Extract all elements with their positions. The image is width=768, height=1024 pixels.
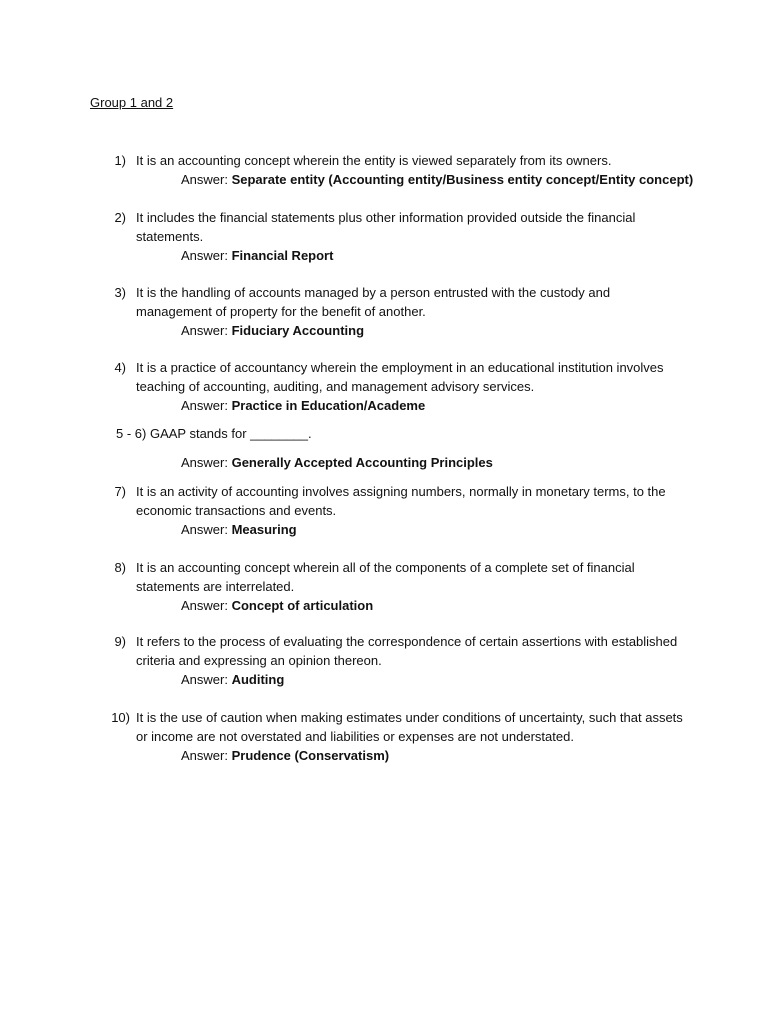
question-item	[0, 558, 768, 615]
answer-value: Fiduciary Accounting	[231, 323, 365, 338]
question-number: 9)	[114, 634, 126, 649]
question-item	[0, 283, 768, 340]
question-number: 5 - 6)	[116, 426, 147, 441]
question-number: 1)	[114, 153, 126, 168]
answer-label: Answer:	[181, 598, 228, 613]
answer-line	[181, 170, 768, 189]
question-number: 7)	[114, 484, 126, 499]
question-number: 2)	[114, 210, 126, 225]
answer-label: Answer:	[181, 398, 228, 413]
answer-line	[181, 520, 768, 539]
question-item	[0, 151, 768, 189]
answer-line	[181, 596, 768, 615]
question-number: 8)	[114, 560, 126, 575]
question-text: It is an activity of accounting involves assigning numbers, normally in monetary terms, to the economic transactions and events.	[136, 484, 666, 518]
question-item	[0, 358, 768, 415]
question-number: 10)	[111, 710, 130, 725]
question-item-gaap	[116, 424, 312, 443]
question-text: GAAP stands for ________.	[149, 426, 312, 441]
answer-value: Concept of articulation	[231, 598, 374, 613]
answer-value: Separate entity (Accounting entity/Business entity concept/Entity concept)	[231, 172, 694, 187]
page-heading: Group 1 and 2	[90, 95, 174, 110]
question-item	[0, 208, 768, 265]
answer-value: Prudence (Conservatism)	[231, 748, 390, 763]
question-number: 4)	[114, 360, 126, 375]
answer-label: Answer:	[181, 522, 228, 537]
answer-line	[181, 321, 768, 340]
answer-label: Answer:	[181, 248, 228, 263]
answer-value: Financial Report	[231, 248, 334, 263]
answer-line	[181, 246, 768, 265]
question-text: It is the handling of accounts managed by a person entrusted with the custody and management of property for the benefit of another.	[136, 285, 611, 319]
answer-line	[181, 670, 768, 689]
answer-line	[181, 396, 768, 415]
question-number: 3)	[114, 285, 126, 300]
question-item	[0, 708, 768, 765]
question-item	[0, 482, 768, 539]
question-text: It includes the financial statements plus other information provided outside the financial statements.	[136, 210, 636, 244]
question-item	[0, 632, 768, 689]
question-text: It is a practice of accountancy wherein the employment in an educational institution involves teaching of accounting, auditing, and management advisory services.	[136, 360, 664, 394]
answer-label: Answer:	[181, 748, 228, 763]
answer-value: Generally Accepted Accounting Principles	[231, 455, 493, 470]
question-text: It refers to the process of evaluating the correspondence of certain assertions with established criteria and expressing an opinion thereon.	[136, 634, 678, 668]
question-text: It is an accounting concept wherein all of the components of a complete set of financial statements are interrelated.	[136, 560, 635, 594]
answer-line	[181, 453, 493, 472]
question-text: It is an accounting concept wherein the entity is viewed separately from its owners.	[136, 153, 612, 168]
answer-value: Practice in Education/Academe	[231, 398, 426, 413]
answer-label: Answer:	[181, 172, 228, 187]
answer-value: Auditing	[231, 672, 285, 687]
answer-line	[181, 746, 768, 765]
answer-label: Answer:	[181, 672, 228, 687]
question-text: It is the use of caution when making estimates under conditions of uncertainty, such that assets or income are not overstated and liabilities or expenses are not understated.	[136, 710, 683, 744]
answer-label: Answer:	[181, 455, 228, 470]
answer-value: Measuring	[231, 522, 297, 537]
answer-label: Answer:	[181, 323, 228, 338]
